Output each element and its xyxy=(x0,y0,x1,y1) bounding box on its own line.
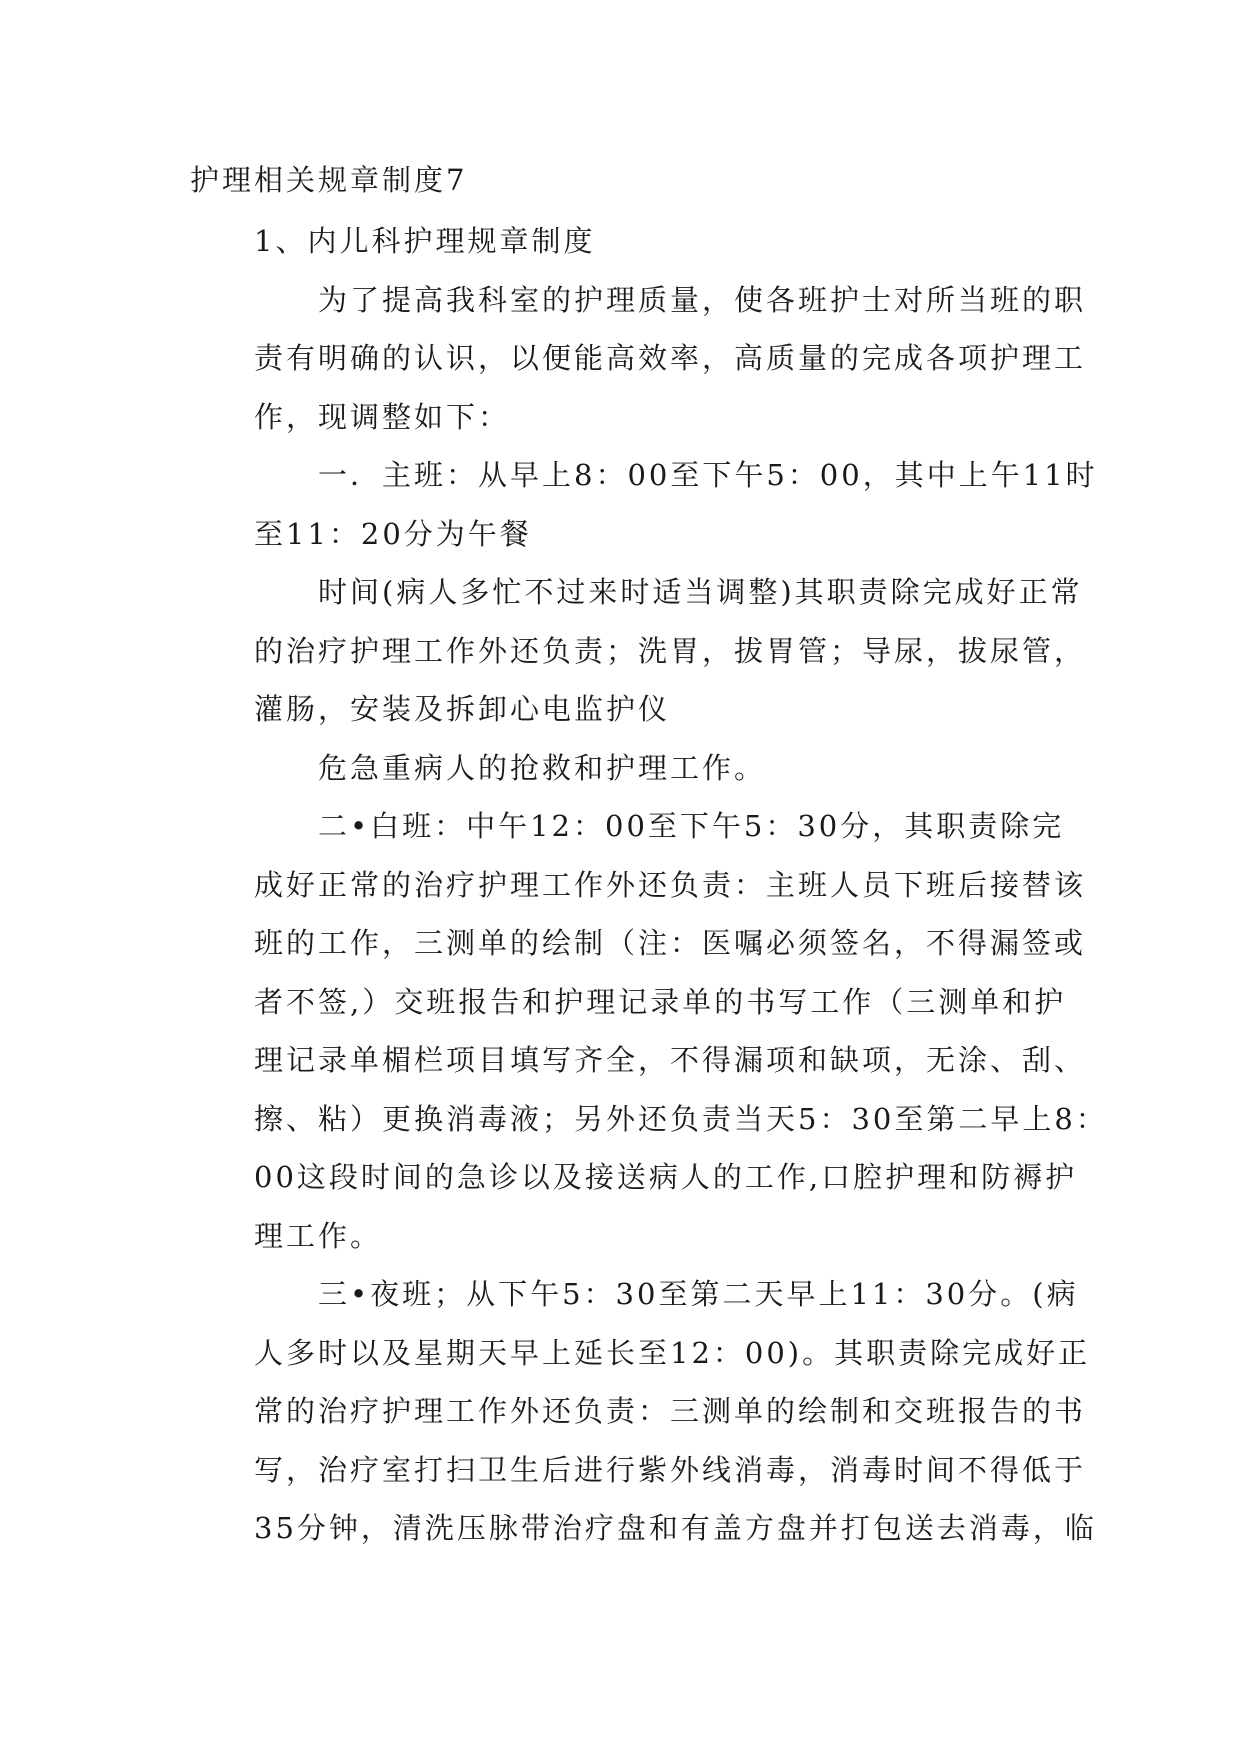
text-line: 二•白班：中午12：00至下午5：30分，其职责除完 xyxy=(318,809,1065,843)
text-line: 擦、粘）更换消毒液；另外还负责当天5：30至第二早上8： xyxy=(254,1101,1108,1136)
paragraph-critical-care xyxy=(190,739,1058,798)
text-line: 作，现调整如下： xyxy=(254,399,511,434)
text-line: 时间(病人多忙不过来时适当调整)其职责除完成好正常 xyxy=(318,575,1083,609)
text-line: 写，治疗室打扫卫生后进行紫外线消毒，消毒时间不得低于 xyxy=(254,1452,1087,1487)
text-line: 35分钟，清洗压脉带治疗盘和有盖方盘并打包送去消毒，临 xyxy=(254,1511,1097,1545)
paragraph-main-shift xyxy=(190,446,1098,563)
paragraph-main-shift-duties xyxy=(190,563,1087,739)
section-heading: 1、内儿科护理规章制度 xyxy=(254,224,596,258)
text-line: 者不签,）交班报告和护理记录单的书写工作（三测单和护 xyxy=(254,984,1067,1019)
text-line: 00这段时间的急诊以及接送病人的工作,口腔护理和防褥护 xyxy=(254,1160,1078,1194)
text-line: 班的工作，三测单的绘制（注：医嘱必须签名，不得漏签或 xyxy=(254,926,1087,960)
text-line: 常的治疗护理工作外还负责：三测单的绘制和交班报告的书 xyxy=(254,1394,1087,1428)
document-title: 护理相关规章制度7 xyxy=(190,163,468,197)
text-line: 三•夜班；从下午5：30至第二天早上11：30分。(病 xyxy=(318,1277,1079,1311)
text-line: 为了提高我科室的护理质量，使各班护士对所当班的职 xyxy=(318,282,1087,317)
text-line: 危急重病人的抢救和护理工作。 xyxy=(318,750,767,785)
document-body xyxy=(190,212,1108,1558)
text-line: 成好正常的治疗护理工作外还负责：主班人员下班后接替该 xyxy=(254,867,1087,902)
text-line: 灌肠，安装及拆卸心电监护仪 xyxy=(254,692,671,726)
text-line: 一．主班：从早上8：00至下午5：00，其中上午11时 xyxy=(318,458,1098,492)
text-line: 的治疗护理工作外还负责；洗胃，拔胃管；导尿，拔尿管， xyxy=(254,633,1087,668)
paragraph-day-shift xyxy=(190,797,1108,1265)
paragraph-intro xyxy=(190,271,1087,447)
text-line: 理记录单楣栏项目填写齐全，不得漏项和缺项，无涂、刮、 xyxy=(254,1043,1087,1077)
text-line: 理工作。 xyxy=(254,1218,383,1253)
text-line: 人多时以及星期天早上延长至12：00)。其职责除完成好正 xyxy=(254,1335,1091,1370)
text-line: 责有明确的认识，以便能高效率，高质量的完成各项护理工 xyxy=(254,341,1087,375)
paragraph-night-shift xyxy=(190,1265,1097,1558)
text-line: 至11：20分为午餐 xyxy=(254,516,532,551)
